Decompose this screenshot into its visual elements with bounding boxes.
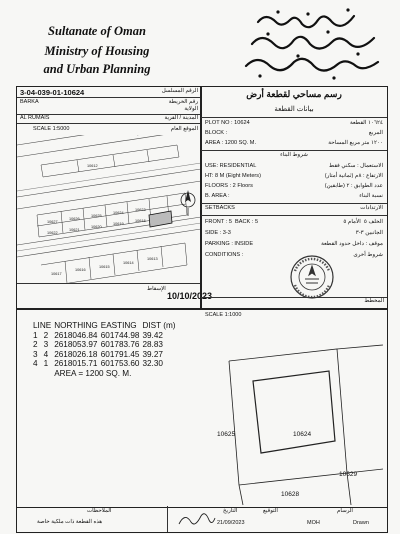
line-to: 4 [43, 349, 49, 359]
line-to: 2 [43, 330, 49, 340]
plot-plan-panel [16, 308, 388, 508]
side-setback-ar: الجانبين ٣-٣ [355, 230, 383, 236]
floors-value-ar: عدد الطوابق : ٢ (طابقين) [324, 183, 383, 189]
area-value: 1200 SQ. M. [224, 140, 257, 146]
subject-plot-boundary [253, 371, 335, 453]
building-conditions-title-ar: شروط البناء [280, 152, 308, 158]
back-setback-ar: الخلف ٥ [363, 219, 383, 225]
northing-cell: 2618026.18 [54, 349, 98, 359]
north-arrow-icon [178, 188, 198, 218]
block-label: BLOCK : [205, 130, 228, 136]
site-scale: SCALE 1:5000 [33, 126, 70, 132]
front-setback-ar: الأمام ٥ [343, 219, 361, 225]
plot-plan-scale: SCALE 1:1000 [205, 312, 242, 318]
site-plot-label: 10613 [147, 257, 158, 261]
plan-label-ar: المخطط [364, 298, 384, 304]
parking-value: PARKING : INSIDE [205, 241, 254, 247]
site-plot-label: 10625 [91, 214, 102, 218]
plot-no-value: 10624 [234, 120, 250, 126]
back-setback: BACK : 5 [235, 219, 259, 225]
site-plot-label: 10626 [69, 217, 80, 221]
distance-cell: 39.27 [142, 349, 163, 359]
drawn-by-value: MOH [307, 520, 320, 526]
setbacks-label-ar: الارتدادات [360, 205, 383, 211]
wilaya-label-ar: الولاية [184, 106, 198, 112]
plot-label-west: 10625 [217, 431, 236, 438]
site-plot-label: 10627 [47, 220, 58, 224]
plot-no-label-ar: القطعة [350, 120, 367, 126]
plot-data-title-ar: بيانات القطعة [274, 106, 314, 113]
col-header-line: LINE [33, 321, 52, 330]
footer-panel [16, 506, 388, 533]
document-title-ar: رسم مساحي لقطعة أرض [246, 89, 342, 99]
village-label-ar: المدينة / القرية [164, 115, 198, 121]
use-label: USE: [205, 163, 219, 169]
site-plot-label: 10612 [87, 164, 98, 168]
site-plot-label: 10623 [135, 208, 146, 212]
plot-no-label: PLOT NO : [205, 120, 233, 126]
line-to: 1 [43, 359, 49, 369]
site-plot-label: 10615 [99, 265, 110, 269]
northing-cell: 2618053.97 [54, 340, 98, 350]
total-area: AREA = 1200 SQ. M. [54, 368, 132, 378]
official-seal-stamp [287, 253, 337, 301]
easting-cell: 601791.45 [100, 349, 140, 359]
col-header-northing: NORTHING [54, 321, 98, 330]
plot-boundary-drawing [17, 309, 387, 507]
plot-no-value-ar: ١٠٦٢٤ [367, 120, 383, 126]
site-plot-label: 10624 [113, 211, 124, 215]
scheme-label-ar: الإسقاط [147, 286, 166, 292]
survey-date: 10/10/2023 [167, 291, 213, 301]
floors-value: 2 Floors [232, 183, 253, 189]
drawn-date: 21/09/2023 [217, 520, 245, 526]
area-label-ar: المساحة [328, 140, 348, 146]
area-value-ar: ١٢٠٠ متر مربع [349, 140, 383, 146]
site-plot-label: 10622 [47, 231, 58, 235]
block-label-ar: المربع [368, 130, 383, 136]
plot-details-panel [200, 86, 388, 310]
height-value-ar: الارتفاع : ٨م (ثمانية أمتار) [324, 173, 383, 179]
easting-cell: 601744.98 [100, 330, 140, 340]
general-site-label-ar: الموقع العام [170, 126, 198, 132]
distance-cell: 28.83 [142, 340, 163, 350]
ownership-note-ar: هذه القطعة ذات ملكية خاصة [37, 519, 103, 525]
setbacks-label: SETBACKS [205, 205, 235, 211]
distance-cell: 39.42 [142, 330, 163, 340]
side-setback: SIDE : 3-3 [205, 230, 231, 236]
country-title: Sultanate of Oman [48, 24, 146, 38]
parking-value-ar: موقف : داخل حدود القطعة [321, 241, 383, 247]
height-value: 8 M (Eight Meters) [214, 173, 261, 179]
line-from: 2 [33, 340, 38, 350]
plan-serial-number: 3-04-039-01-10624 [20, 88, 85, 97]
arabic-ministry-logo [238, 4, 388, 82]
site-plot-label: 10614 [123, 261, 134, 265]
ministry-title: Ministry of Housing [44, 44, 150, 58]
plot-label-south: 10628 [281, 491, 300, 498]
height-label: HT: [205, 173, 214, 179]
date-label-ar: التاريخ [223, 508, 238, 514]
use-value-ar: الاستعمال : سكني فقط [329, 163, 383, 169]
signature-label-ar: التوقيع [263, 508, 278, 514]
site-plot-label: 10621 [69, 228, 80, 232]
site-plot-label: 10620 [91, 225, 102, 229]
line-from: 3 [33, 349, 38, 359]
northing-cell: 2618046.84 [54, 330, 98, 340]
plot-label-main: 10624 [293, 431, 312, 438]
village-value: AL RUMAIS [20, 115, 50, 121]
line-from: 1 [33, 330, 38, 340]
drawn-by-label-ar: الرسام [337, 508, 353, 514]
use-value: RESIDENTIAL [219, 163, 257, 169]
northing-cell: 2618015.71 [54, 359, 98, 369]
easting-cell: 601783.76 [100, 340, 140, 350]
area-label: AREA : [205, 140, 224, 146]
remarks-label-ar: الملاحظات [87, 508, 112, 514]
plan-serial-label-ar: الرقم المسلسل [161, 88, 198, 94]
front-setback: FRONT : 5 [205, 219, 232, 225]
floors-label: FLOORS : [205, 183, 232, 189]
site-plot-label: 10616 [75, 268, 86, 272]
ministry-subtitle: and Urban Planning [43, 62, 151, 76]
conditions-label: CONDITIONS : [205, 252, 244, 258]
line-from: 4 [33, 359, 38, 369]
line-to: 3 [43, 340, 49, 350]
distance-cell: 32.30 [142, 359, 163, 369]
map-number-label-ar: رقم الخريطة [168, 99, 198, 105]
site-plot-label: 10619 [113, 222, 124, 226]
easting-cell: 601753.60 [100, 359, 140, 369]
wilaya-value: BARKA [20, 99, 39, 105]
plot-label-east: 10629 [339, 471, 358, 478]
building-area-label: B. AREA : [205, 193, 230, 199]
other-conditions-label-ar: شروط أخرى [353, 252, 383, 258]
signature-mark [177, 510, 217, 530]
col-header-dist: DIST (m) [142, 321, 176, 330]
subject-plot-highlight [149, 211, 172, 227]
site-plot-label: 10617 [51, 272, 62, 276]
site-plot-label: 10618 [135, 219, 146, 223]
site-map-drawing [17, 135, 201, 283]
col-header-easting: EASTING [100, 321, 137, 330]
building-area-label-ar: نسبة البناء [359, 193, 383, 199]
drawn-label: Drawn [353, 520, 369, 526]
